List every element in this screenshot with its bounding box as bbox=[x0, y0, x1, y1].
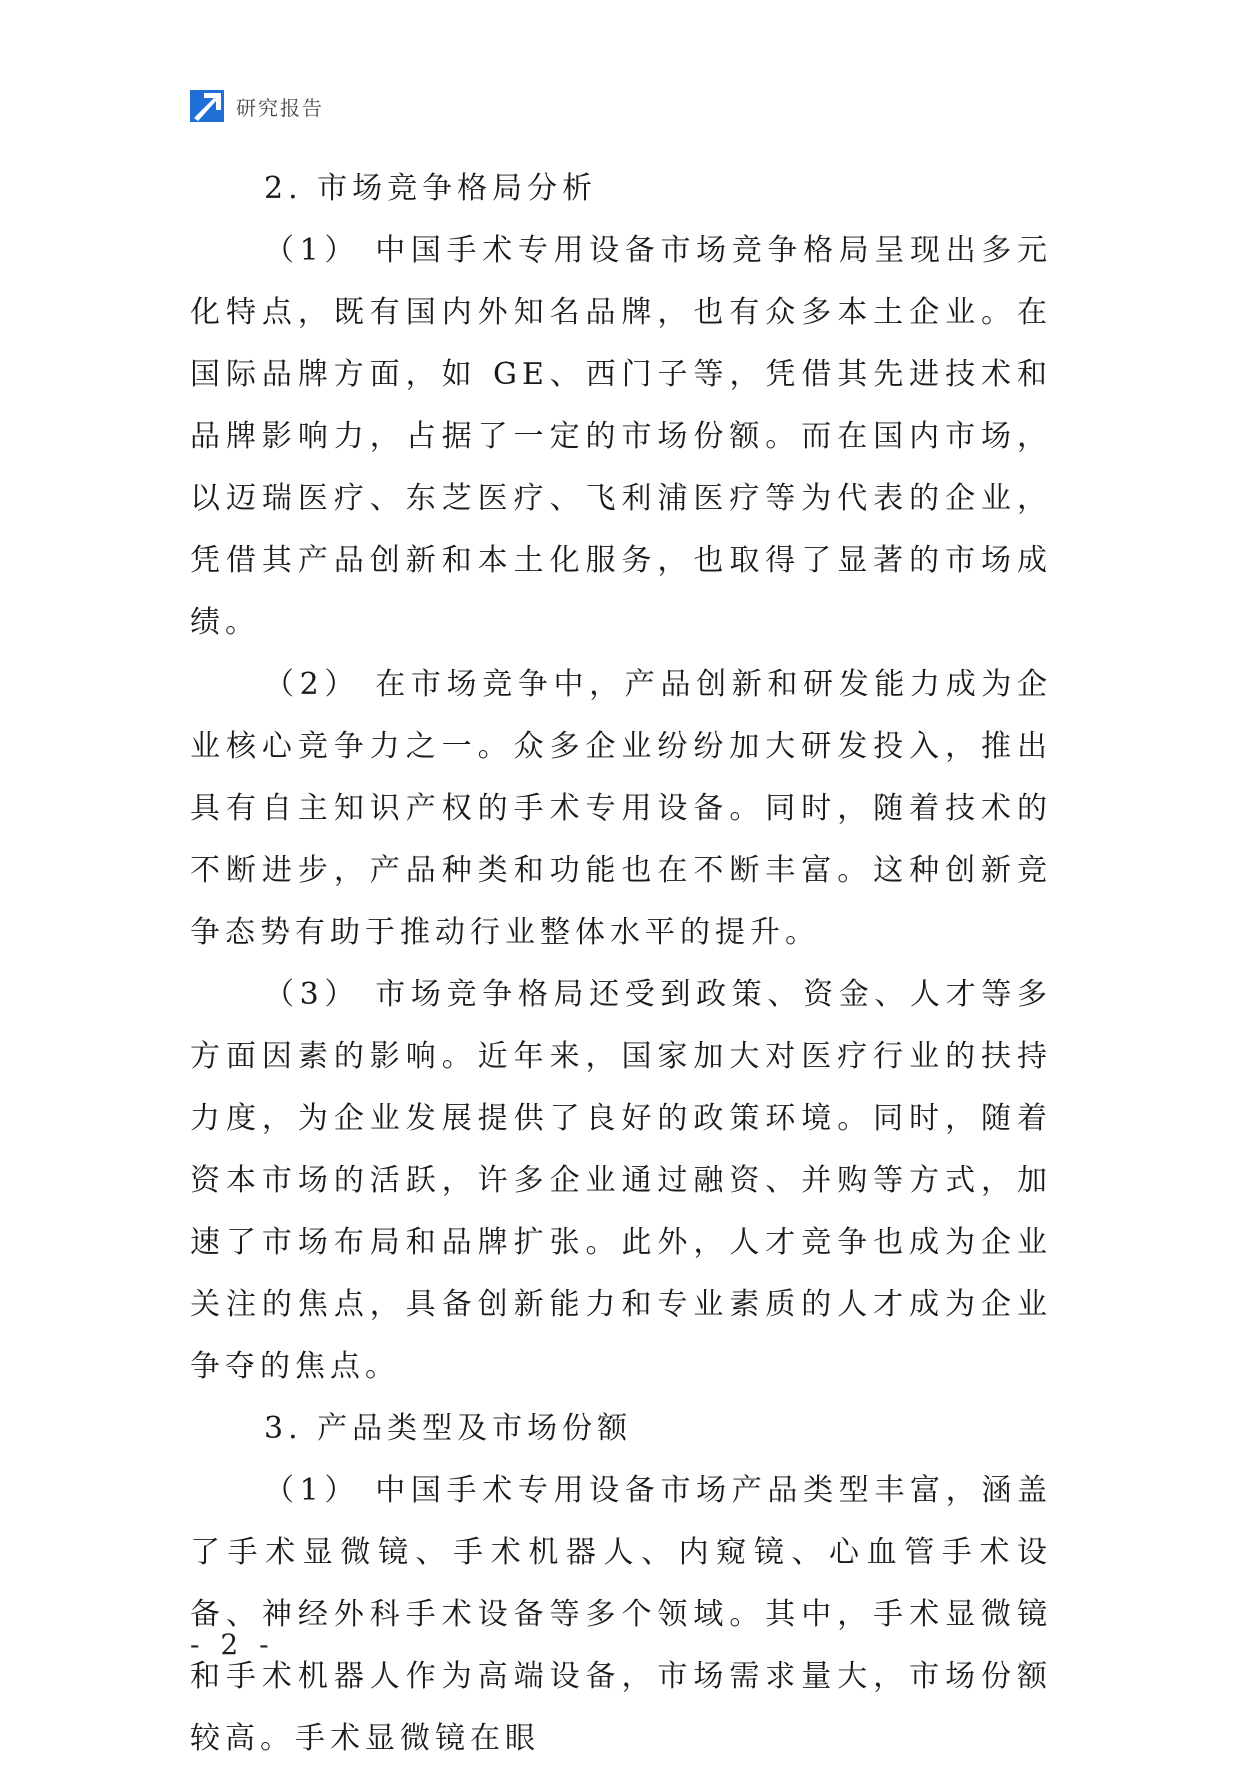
document-body bbox=[190, 158, 1052, 1770]
arrow-logo-icon bbox=[190, 90, 224, 122]
section-heading: 2. 市场竞争格局分析 bbox=[264, 171, 598, 206]
section-heading: 3. 产品类型及市场份额 bbox=[264, 1411, 633, 1446]
paragraph: （1） 中国手术专用设备市场竞争格局呈现出多元化特点，既有国内外知名品牌，也有众多本土企业。在国际品牌方面，如 GE、西门子等，凭借其先进技术和品牌影响力，占据了一定的市场份额。而在国内市场，以迈瑞医疗、东芝医疗、飞利浦医疗等为代表的企业，凭借其产品创新和本土化服务，也取得了显著的市场成绩。 bbox=[190, 233, 1052, 640]
paragraph: （3） 市场竞争格局还受到政策、资金、人才等多方面因素的影响。近年来，国家加大对医疗行业的扶持力度，为企业发展提供了良好的政策环境。同时，随着资本市场的活跃，许多企业通过融资、并购等方式，加速了市场布局和品牌扩张。此外，人才竞争也成为企业关注的焦点，具备创新能力和专业素质的人才成为企业争夺的焦点。 bbox=[190, 977, 1052, 1384]
paragraph: （1） 中国手术专用设备市场产品类型丰富，涵盖了手术显微镜、手术机器人、内窥镜、心血管手术设备、神经外科手术设备等多个领域。其中，手术显微镜和手术机器人作为高端设备，市场需求量大，市场份额较高。手术显微镜在眼 bbox=[190, 1473, 1052, 1756]
paragraph: （2） 在市场竞争中，产品创新和研发能力成为企业核心竞争力之一。众多企业纷纷加大研发投入，推出具有自主知识产权的手术专用设备。同时，随着技术的不断进步，产品种类和功能也在不断丰富。这种创新竞争态势有助于推动行业整体水平的提升。 bbox=[190, 667, 1052, 950]
page-number: - 2 - bbox=[190, 1628, 275, 1661]
report-header bbox=[190, 88, 324, 124]
header-title: 研究报告 bbox=[236, 95, 324, 120]
